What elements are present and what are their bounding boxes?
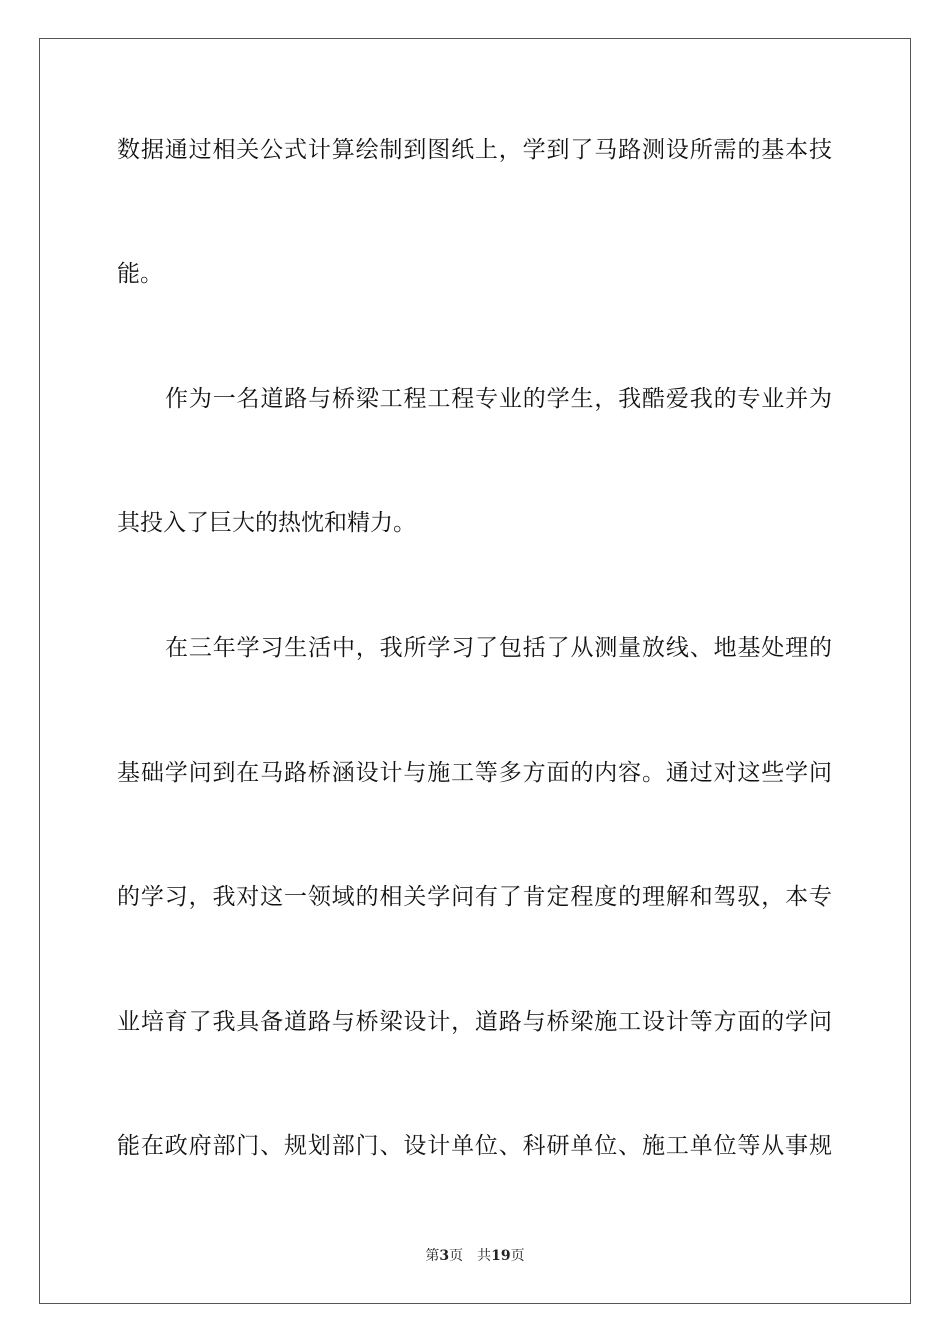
footer-page-prefix: 第 xyxy=(425,1248,440,1264)
text-line-7: 的学习，我对这一领域的相关学问有了肯定程度的理解和驾驭，本专 xyxy=(117,884,832,910)
text-line-2: 能。 xyxy=(117,261,163,287)
text-line-6: 基础学问到在马路桥涵设计与施工等多方面的内容。通过对这些学问 xyxy=(117,760,832,786)
text-line-9: 能在政府部门、规划部门、设计单位、科研单位、施工单位等从事规 xyxy=(117,1133,832,1159)
text-line-8: 业培育了我具备道路与桥梁设计，道路与桥梁施工设计等方面的学问 xyxy=(117,1009,832,1035)
footer-total-number: 19 xyxy=(491,1248,511,1264)
page-border xyxy=(39,38,911,1304)
footer-total-suffix: 页 xyxy=(510,1248,525,1264)
footer-page-suffix: 页 xyxy=(449,1248,464,1264)
text-line-5: 在三年学习生活中，我所学习了包括了从测量放线、地基处理的 xyxy=(165,635,832,661)
footer-page-number: 3 xyxy=(439,1248,450,1264)
footer-total-prefix: 共 xyxy=(477,1248,492,1264)
page-footer xyxy=(0,1246,950,1266)
text-line-1: 数据通过相关公式计算绘制到图纸上，学到了马路测设所需的基本技 xyxy=(117,137,832,163)
text-line-4: 其投入了巨大的热忱和精力。 xyxy=(117,510,416,536)
text-line-3: 作为一名道路与桥梁工程工程专业的学生，我酷爱我的专业并为 xyxy=(165,386,832,412)
